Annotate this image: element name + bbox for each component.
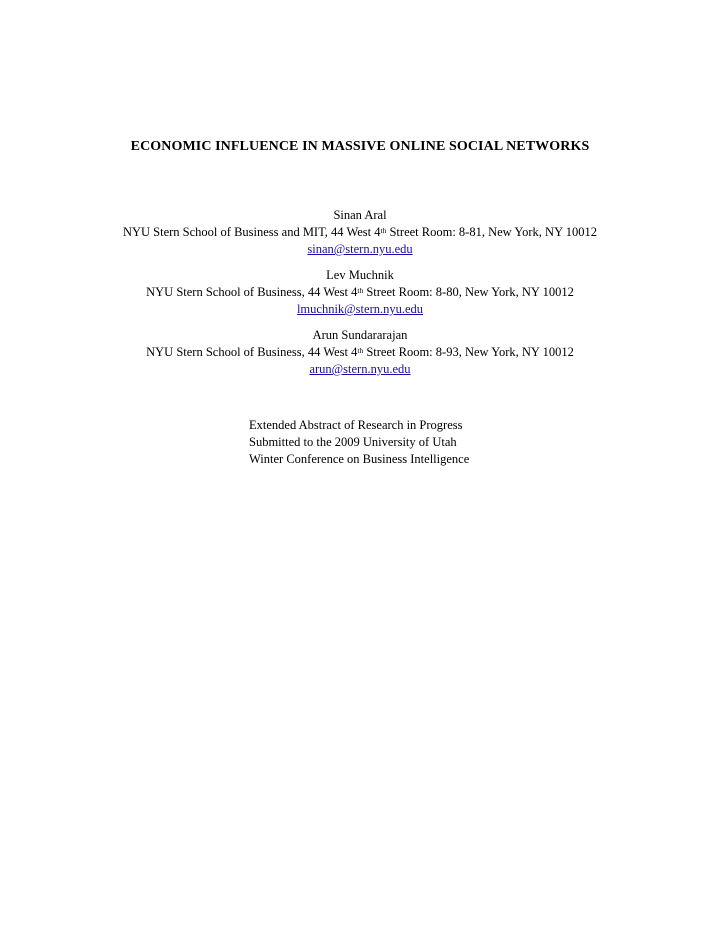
author-email-link[interactable]: sinan@stern.nyu.edu [307,242,413,256]
author-name: Arun Sundararajan [312,328,408,342]
author-affiliation: NYU Stern School of Business, 44 West 4th Street Room: 8-93, New York, NY 10012 [146,345,574,359]
paper-title: ECONOMIC INFLUENCE IN MASSIVE ONLINE SOCIAL NETWORKS [130,139,590,154]
author-name: Sinan Aral [333,208,387,222]
note-line: Winter Conference on Business Intelligence [249,452,470,466]
author-block-3 [0,327,720,378]
note-line: Submitted to the 2009 University of Utah [249,435,457,449]
author-affiliation: NYU Stern School of Business, 44 West 4th Street Room: 8-80, New York, NY 10012 [146,285,574,299]
author-block-1 [0,207,720,258]
author-block-2 [0,267,720,318]
submission-notes [249,417,469,468]
author-affiliation: NYU Stern School of Business and MIT, 44 West 4th Street Room: 8-81, New York, NY 10012 [122,225,598,239]
author-email-link[interactable]: lmuchnik@stern.nyu.edu [296,302,424,316]
note-line: Extended Abstract of Research in Progress [249,418,463,432]
author-email-link[interactable]: arun@stern.nyu.edu [309,362,411,376]
author-name: Lev Muchnik [326,268,394,282]
